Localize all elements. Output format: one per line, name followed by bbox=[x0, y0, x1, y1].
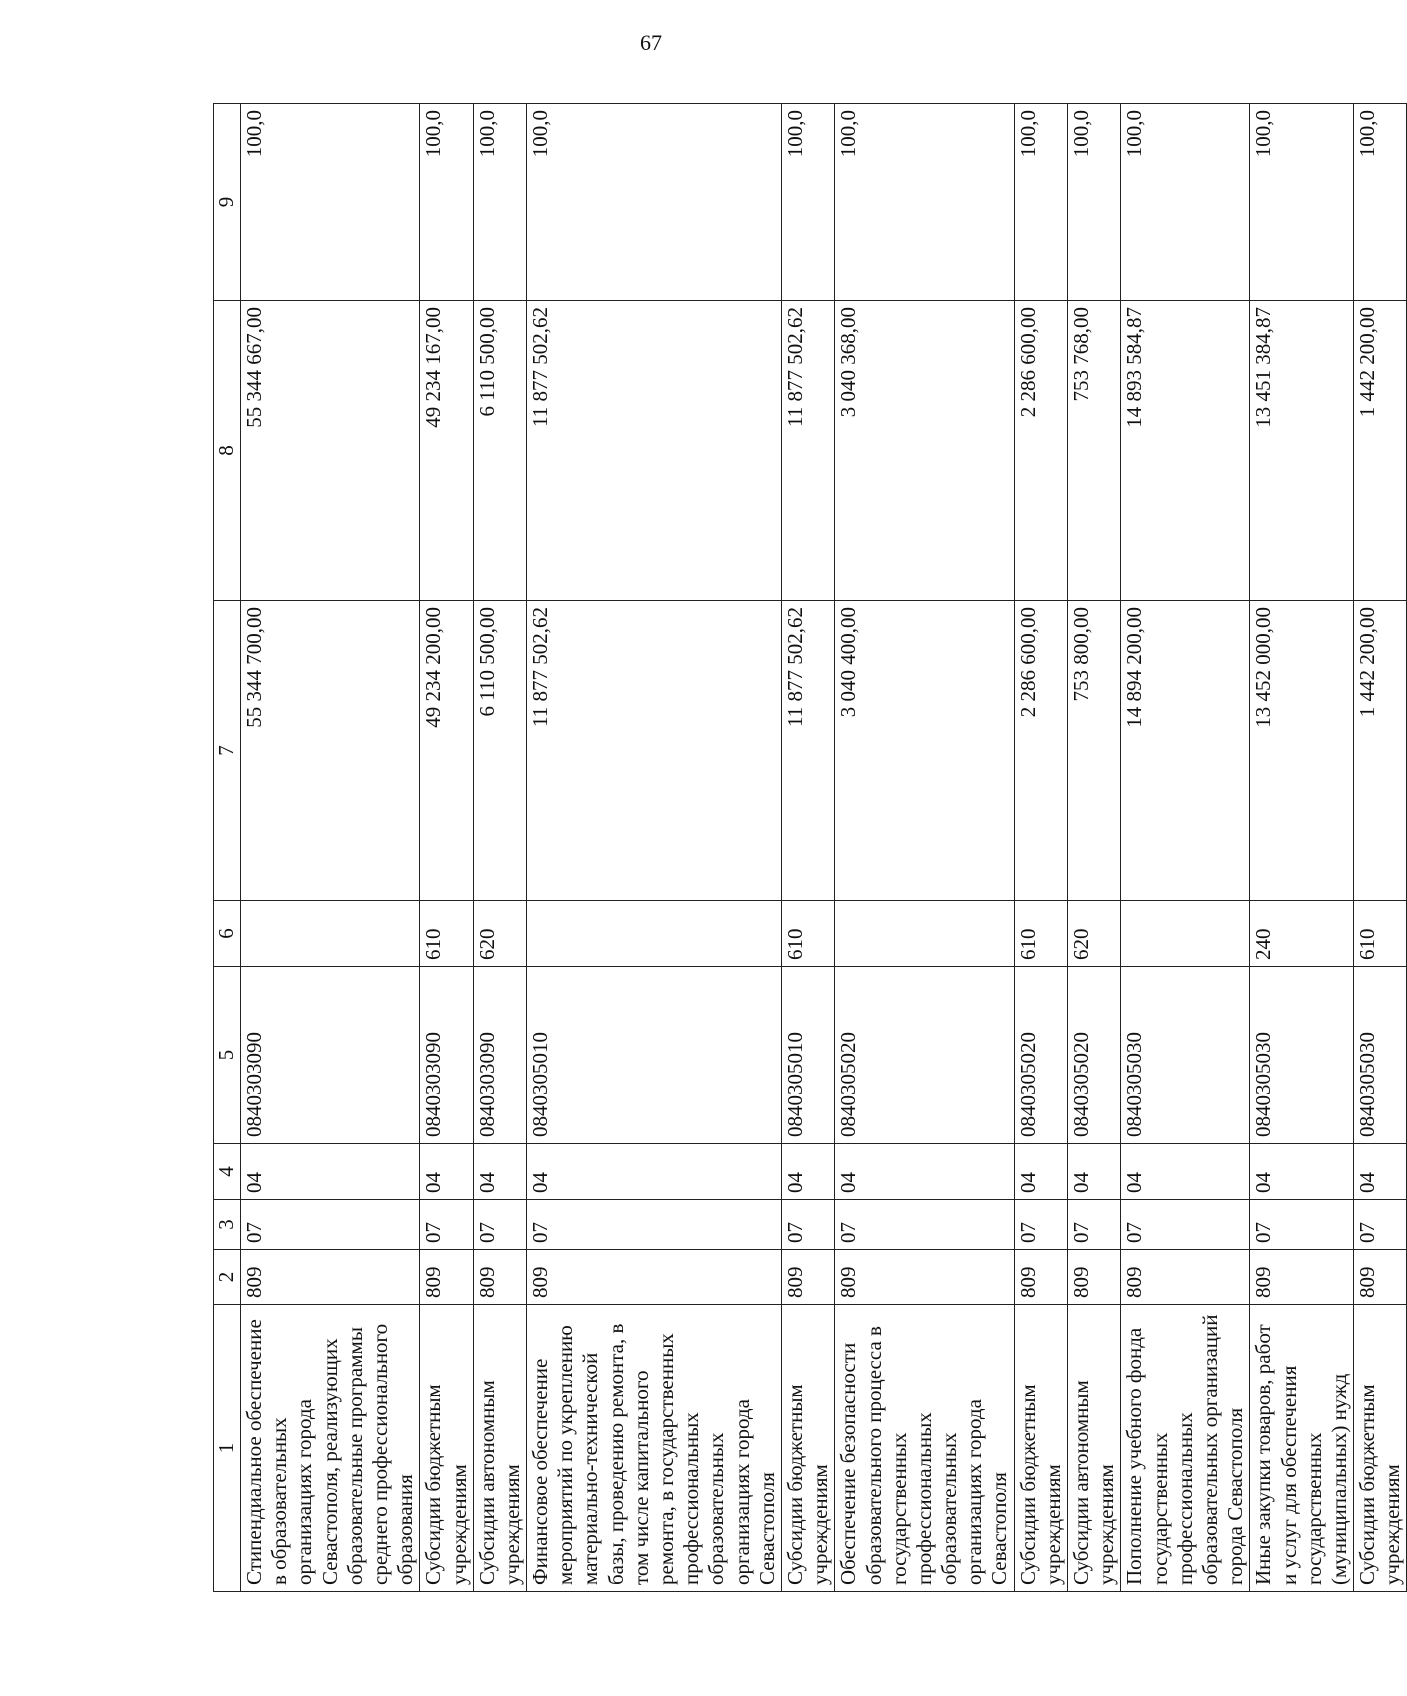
row-percent: 100,0 bbox=[241, 104, 420, 301]
row-vr: 610 bbox=[1014, 901, 1067, 967]
row-name: Субсидии бюджетным учреждениям bbox=[781, 1305, 834, 1592]
row-razdel: 07 bbox=[835, 1200, 1014, 1250]
row-percent: 100,0 bbox=[835, 104, 1014, 301]
row-glava: 809 bbox=[1068, 1250, 1121, 1305]
rotated-table-wrapper bbox=[213, 104, 1405, 1592]
row-percent: 100,0 bbox=[781, 104, 834, 301]
row-name: Субсидии автономным учреждениям bbox=[473, 1305, 526, 1592]
header-col-4: 4 bbox=[214, 1144, 241, 1200]
page-number: 67 bbox=[640, 30, 662, 55]
row-csr: 0840305020 bbox=[1068, 967, 1121, 1144]
row-plan: 1 442 200,00 bbox=[1354, 601, 1407, 901]
row-glava: 809 bbox=[835, 1250, 1014, 1305]
table-row bbox=[420, 104, 473, 1592]
row-csr: 0840305010 bbox=[527, 967, 782, 1144]
table-row bbox=[473, 104, 526, 1592]
row-csr: 0840303090 bbox=[241, 967, 420, 1144]
row-name: Финансовое обеспечение мероприятий по укреплению материально-технической базы, проведению ремонта, в том числе капитального ремонта, в государственных профессиональных образовательных организациях города Севастополя bbox=[527, 1305, 782, 1592]
row-glava: 809 bbox=[781, 1250, 834, 1305]
row-name: Иные закупки товаров, работ и услуг для обеспечения государственных (муниципальных) нужд bbox=[1250, 1305, 1354, 1592]
row-fact: 11 877 502,62 bbox=[527, 301, 782, 601]
row-vr bbox=[241, 901, 420, 967]
row-name: Субсидии автономным учреждениям bbox=[1068, 1305, 1121, 1592]
row-percent: 100,0 bbox=[527, 104, 782, 301]
row-podrazdel: 04 bbox=[1354, 1144, 1407, 1200]
table-row bbox=[527, 104, 782, 1592]
row-csr: 0840305020 bbox=[835, 967, 1014, 1144]
row-podrazdel: 04 bbox=[1121, 1144, 1250, 1200]
row-csr: 0840305010 bbox=[781, 967, 834, 1144]
row-plan: 11 877 502,62 bbox=[781, 601, 834, 901]
row-vr: 620 bbox=[473, 901, 526, 967]
row-name: Субсидии бюджетным учреждениям bbox=[420, 1305, 473, 1592]
row-fact: 13 451 384,87 bbox=[1250, 301, 1354, 601]
row-percent: 100,0 bbox=[473, 104, 526, 301]
budget-table bbox=[213, 103, 1407, 1592]
row-glava: 809 bbox=[527, 1250, 782, 1305]
header-col-8: 8 bbox=[214, 301, 241, 601]
row-plan: 11 877 502,62 bbox=[527, 601, 782, 901]
table-header-row bbox=[214, 104, 241, 1592]
row-fact: 55 344 667,00 bbox=[241, 301, 420, 601]
row-name: Субсидии бюджетным учреждениям bbox=[1354, 1305, 1407, 1592]
row-percent: 100,0 bbox=[1014, 104, 1067, 301]
row-razdel: 07 bbox=[1250, 1200, 1354, 1250]
row-razdel: 07 bbox=[1014, 1200, 1067, 1250]
table-row bbox=[781, 104, 834, 1592]
row-razdel: 07 bbox=[1068, 1200, 1121, 1250]
table-row bbox=[1121, 104, 1250, 1592]
row-razdel: 07 bbox=[1121, 1200, 1250, 1250]
row-razdel: 07 bbox=[527, 1200, 782, 1250]
row-podrazdel: 04 bbox=[835, 1144, 1014, 1200]
row-plan: 3 040 400,00 bbox=[835, 601, 1014, 901]
row-podrazdel: 04 bbox=[241, 1144, 420, 1200]
row-glava: 809 bbox=[241, 1250, 420, 1305]
row-razdel: 07 bbox=[420, 1200, 473, 1250]
table-row bbox=[835, 104, 1014, 1592]
row-fact: 49 234 167,00 bbox=[420, 301, 473, 601]
row-podrazdel: 04 bbox=[527, 1144, 782, 1200]
row-podrazdel: 04 bbox=[1068, 1144, 1121, 1200]
row-plan: 2 286 600,00 bbox=[1014, 601, 1067, 901]
row-csr: 0840305020 bbox=[1014, 967, 1067, 1144]
row-fact: 2 286 600,00 bbox=[1014, 301, 1067, 601]
row-podrazdel: 04 bbox=[473, 1144, 526, 1200]
row-plan: 13 452 000,00 bbox=[1250, 601, 1354, 901]
row-name: Пополнение учебного фонда государственных профессиональных образовательных организаций города Севастополя bbox=[1121, 1305, 1250, 1592]
row-podrazdel: 04 bbox=[781, 1144, 834, 1200]
row-glava: 809 bbox=[1250, 1250, 1354, 1305]
row-razdel: 07 bbox=[241, 1200, 420, 1250]
row-plan: 14 894 200,00 bbox=[1121, 601, 1250, 901]
header-col-5: 5 bbox=[214, 967, 241, 1144]
row-csr: 0840305030 bbox=[1354, 967, 1407, 1144]
row-fact: 753 768,00 bbox=[1068, 301, 1121, 601]
row-fact: 3 040 368,00 bbox=[835, 301, 1014, 601]
row-percent: 100,0 bbox=[420, 104, 473, 301]
row-csr: 0840303090 bbox=[420, 967, 473, 1144]
row-vr: 620 bbox=[1068, 901, 1121, 967]
row-name: Обеспечение безопасности образовательного процесса в государственных профессиональных образовательных организациях города Севастополя bbox=[835, 1305, 1014, 1592]
row-fact: 6 110 500,00 bbox=[473, 301, 526, 601]
row-name: Субсидии бюджетным учреждениям bbox=[1014, 1305, 1067, 1592]
header-col-2: 2 bbox=[214, 1250, 241, 1305]
row-vr: 610 bbox=[420, 901, 473, 967]
table-row bbox=[241, 104, 420, 1592]
row-percent: 100,0 bbox=[1250, 104, 1354, 301]
row-glava: 809 bbox=[1121, 1250, 1250, 1305]
row-csr: 0840305030 bbox=[1121, 967, 1250, 1144]
row-vr: 240 bbox=[1250, 901, 1354, 967]
row-razdel: 07 bbox=[781, 1200, 834, 1250]
row-vr bbox=[835, 901, 1014, 967]
table-row bbox=[1354, 104, 1407, 1592]
row-fact: 14 893 584,87 bbox=[1121, 301, 1250, 601]
row-csr: 0840305030 bbox=[1250, 967, 1354, 1144]
row-razdel: 07 bbox=[473, 1200, 526, 1250]
row-glava: 809 bbox=[1354, 1250, 1407, 1305]
table-row bbox=[1014, 104, 1067, 1592]
row-csr: 0840303090 bbox=[473, 967, 526, 1144]
row-razdel: 07 bbox=[1354, 1200, 1407, 1250]
row-podrazdel: 04 bbox=[420, 1144, 473, 1200]
row-percent: 100,0 bbox=[1121, 104, 1250, 301]
row-plan: 6 110 500,00 bbox=[473, 601, 526, 901]
header-col-9: 9 bbox=[214, 104, 241, 301]
row-glava: 809 bbox=[473, 1250, 526, 1305]
row-fact: 11 877 502,62 bbox=[781, 301, 834, 601]
row-plan: 55 344 700,00 bbox=[241, 601, 420, 901]
row-vr bbox=[1121, 901, 1250, 967]
header-col-3: 3 bbox=[214, 1200, 241, 1250]
row-fact: 1 442 200,00 bbox=[1354, 301, 1407, 601]
row-vr: 610 bbox=[1354, 901, 1407, 967]
table-row bbox=[1068, 104, 1121, 1592]
row-plan: 49 234 200,00 bbox=[420, 601, 473, 901]
header-col-6: 6 bbox=[214, 901, 241, 967]
row-glava: 809 bbox=[1014, 1250, 1067, 1305]
row-plan: 753 800,00 bbox=[1068, 601, 1121, 901]
header-col-1: 1 bbox=[214, 1305, 241, 1592]
header-col-7: 7 bbox=[214, 601, 241, 901]
row-percent: 100,0 bbox=[1354, 104, 1407, 301]
row-vr bbox=[527, 901, 782, 967]
row-vr: 610 bbox=[781, 901, 834, 967]
row-glava: 809 bbox=[420, 1250, 473, 1305]
row-name: Стипендиальное обеспечение в образовательных организациях города Севастополя, реализующих образовательные программы среднего профессионального образования bbox=[241, 1305, 420, 1592]
row-podrazdel: 04 bbox=[1014, 1144, 1067, 1200]
row-podrazdel: 04 bbox=[1250, 1144, 1354, 1200]
row-percent: 100,0 bbox=[1068, 104, 1121, 301]
table-row bbox=[1250, 104, 1354, 1592]
